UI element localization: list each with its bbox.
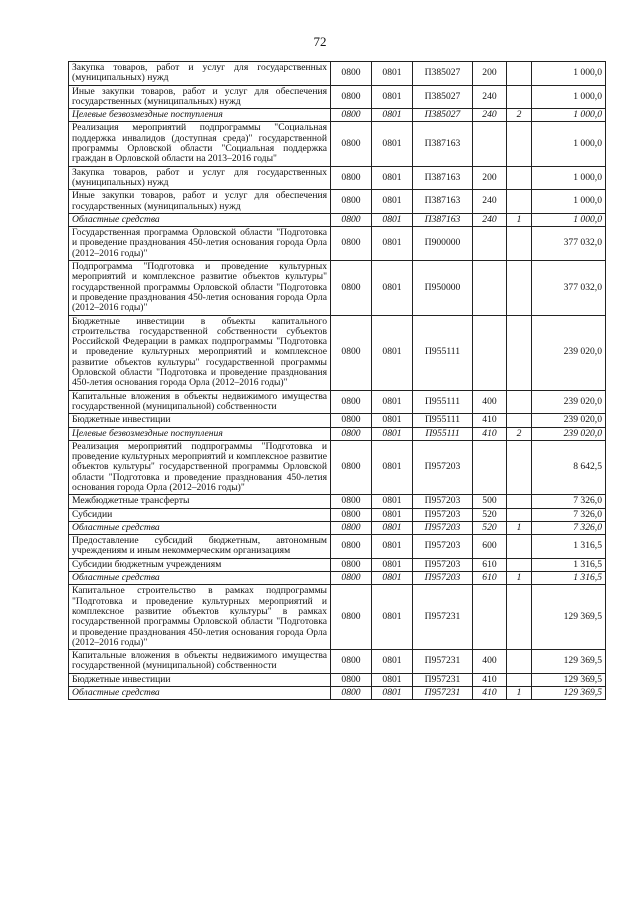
row-description: Закупка товаров, работ и услуг для государственных (муниципальных) нужд	[69, 62, 331, 86]
expense-type-code	[473, 261, 507, 315]
expense-type-code: 610	[473, 572, 507, 585]
funding-source-code	[507, 315, 532, 390]
section-code: 0800	[331, 62, 372, 86]
target-article-code: П955111	[413, 427, 473, 440]
section-code: 0800	[331, 440, 372, 494]
table-row	[69, 495, 606, 508]
expense-type-code: 240	[473, 190, 507, 214]
row-description: Капитальные вложения в объекты недвижимого имущества государственной (муниципальной) собственности	[69, 390, 331, 414]
table-row	[69, 122, 606, 166]
expense-type-code	[473, 315, 507, 390]
expense-type-code: 500	[473, 495, 507, 508]
subsection-code: 0801	[372, 521, 413, 534]
expense-type-code: 200	[473, 62, 507, 86]
table-row	[69, 508, 606, 521]
target-article-code: П385027	[413, 109, 473, 122]
amount: 239 020,0	[532, 315, 606, 390]
subsection-code: 0801	[372, 390, 413, 414]
amount: 7 326,0	[532, 508, 606, 521]
amount: 1 316,5	[532, 558, 606, 571]
funding-source-code: 2	[507, 427, 532, 440]
row-description: Иные закупки товаров, работ и услуг для обеспечения государственных (муниципальных) нужд	[69, 190, 331, 214]
amount: 239 020,0	[532, 390, 606, 414]
subsection-code: 0801	[372, 109, 413, 122]
expense-type-code: 200	[473, 166, 507, 190]
table-row	[69, 673, 606, 686]
subsection-code: 0801	[372, 572, 413, 585]
funding-source-code	[507, 440, 532, 494]
target-article-code: П957203	[413, 535, 473, 559]
row-description: Субсидии	[69, 508, 331, 521]
expense-type-code: 410	[473, 687, 507, 700]
section-code: 0800	[331, 315, 372, 390]
row-description: Областные средства	[69, 213, 331, 226]
row-description: Иные закупки товаров, работ и услуг для обеспечения государственных (муниципальных) нужд	[69, 85, 331, 109]
funding-source-code	[507, 122, 532, 166]
section-code: 0800	[331, 572, 372, 585]
expense-type-code: 410	[473, 673, 507, 686]
row-description: Областные средства	[69, 521, 331, 534]
funding-source-code	[507, 558, 532, 571]
row-description: Реализация мероприятий подпрограммы "Социальная поддержка инвалидов (доступная среда)" государственной программы Орловской области "Социальная поддержка граждан в Орловской области на 2013–2016 годы"	[69, 122, 331, 166]
target-article-code: П957203	[413, 495, 473, 508]
section-code: 0800	[331, 85, 372, 109]
expense-type-code: 240	[473, 109, 507, 122]
funding-source-code	[507, 495, 532, 508]
expense-type-code: 520	[473, 521, 507, 534]
section-code: 0800	[331, 261, 372, 315]
subsection-code: 0801	[372, 508, 413, 521]
funding-source-code	[507, 261, 532, 315]
section-code: 0800	[331, 213, 372, 226]
expense-type-code: 600	[473, 535, 507, 559]
amount: 1 000,0	[532, 85, 606, 109]
amount: 129 369,5	[532, 585, 606, 650]
subsection-code: 0801	[372, 62, 413, 86]
target-article-code: П957203	[413, 521, 473, 534]
expense-type-code: 610	[473, 558, 507, 571]
section-code: 0800	[331, 673, 372, 686]
funding-source-code	[507, 85, 532, 109]
amount: 1 000,0	[532, 109, 606, 122]
funding-source-code	[507, 390, 532, 414]
subsection-code: 0801	[372, 650, 413, 674]
row-description: Субсидии бюджетным учреждениям	[69, 558, 331, 571]
amount: 1 000,0	[532, 62, 606, 86]
section-code: 0800	[331, 427, 372, 440]
amount: 129 369,5	[532, 673, 606, 686]
target-article-code: П957231	[413, 585, 473, 650]
expense-type-code: 410	[473, 427, 507, 440]
subsection-code: 0801	[372, 261, 413, 315]
amount: 1 000,0	[532, 213, 606, 226]
table-row	[69, 427, 606, 440]
table-row	[69, 213, 606, 226]
table-row	[69, 85, 606, 109]
table-row	[69, 558, 606, 571]
section-code: 0800	[331, 650, 372, 674]
funding-source-code	[507, 190, 532, 214]
expense-type-code: 410	[473, 414, 507, 427]
row-description: Капитальное строительство в рамках подпрограммы "Подготовка и проведение культурных мероприятий и комплексное развитие объектов культуры" в рамках государственной программы Орловской области "Подготовка и проведение празднования 450-летия основания города Орла (2012–2016 годы)"	[69, 585, 331, 650]
subsection-code: 0801	[372, 673, 413, 686]
budget-table	[68, 61, 606, 700]
section-code: 0800	[331, 109, 372, 122]
row-description: Бюджетные инвестиции	[69, 673, 331, 686]
row-description: Государственная программа Орловской области "Подготовка и проведение празднования 450-летия основания города Орла (2012–2016 годы)"	[69, 227, 331, 261]
section-code: 0800	[331, 190, 372, 214]
expense-type-code: 400	[473, 650, 507, 674]
funding-source-code	[507, 166, 532, 190]
table-row	[69, 521, 606, 534]
amount: 377 032,0	[532, 227, 606, 261]
funding-source-code	[507, 650, 532, 674]
section-code: 0800	[331, 390, 372, 414]
section-code: 0800	[331, 535, 372, 559]
target-article-code: П387163	[413, 190, 473, 214]
row-description: Целевые безвозмездные поступления	[69, 427, 331, 440]
table-row	[69, 190, 606, 214]
subsection-code: 0801	[372, 558, 413, 571]
funding-source-code: 1	[507, 213, 532, 226]
target-article-code: П957203	[413, 440, 473, 494]
target-article-code: П957231	[413, 673, 473, 686]
target-article-code: П385027	[413, 62, 473, 86]
section-code: 0800	[331, 508, 372, 521]
row-description: Целевые безвозмездные поступления	[69, 109, 331, 122]
expense-type-code	[473, 440, 507, 494]
expense-type-code: 400	[473, 390, 507, 414]
amount: 377 032,0	[532, 261, 606, 315]
funding-source-code: 1	[507, 572, 532, 585]
table-row	[69, 261, 606, 315]
amount: 239 020,0	[532, 414, 606, 427]
amount: 239 020,0	[532, 427, 606, 440]
funding-source-code	[507, 673, 532, 686]
row-description: Реализация мероприятий подпрограммы "Подготовка и проведение культурных мероприятий и комплексное развитие объектов культуры" государственной программы Орловской области "Подготовка и проведение празднования 450-летия основания города Орла (2012–2016 годы)"	[69, 440, 331, 494]
table-row	[69, 687, 606, 700]
table-row	[69, 315, 606, 390]
table-row	[69, 585, 606, 650]
target-article-code: П955111	[413, 390, 473, 414]
row-description: Бюджетные инвестиции	[69, 414, 331, 427]
funding-source-code	[507, 414, 532, 427]
row-description: Подпрограмма "Подготовка и проведение культурных мероприятий и комплексное развитие объектов культуры" государственной программы Орловской области "Подготовка и проведение празднования 450-летия основания города Орла (2012–2016 годы)"	[69, 261, 331, 315]
subsection-code: 0801	[372, 166, 413, 190]
table-row	[69, 572, 606, 585]
section-code: 0800	[331, 585, 372, 650]
funding-source-code	[507, 585, 532, 650]
section-code: 0800	[331, 122, 372, 166]
subsection-code: 0801	[372, 495, 413, 508]
table-row	[69, 440, 606, 494]
amount: 8 642,5	[532, 440, 606, 494]
expense-type-code: 240	[473, 85, 507, 109]
subsection-code: 0801	[372, 440, 413, 494]
target-article-code: П957231	[413, 687, 473, 700]
target-article-code: П900000	[413, 227, 473, 261]
target-article-code: П387163	[413, 166, 473, 190]
subsection-code: 0801	[372, 122, 413, 166]
amount: 1 316,5	[532, 535, 606, 559]
row-description: Капитальные вложения в объекты недвижимого имущества государственной (муниципальной) собственности	[69, 650, 331, 674]
amount: 1 000,0	[532, 166, 606, 190]
expense-type-code	[473, 585, 507, 650]
section-code: 0800	[331, 521, 372, 534]
table-row	[69, 109, 606, 122]
amount: 129 369,5	[532, 650, 606, 674]
row-description: Закупка товаров, работ и услуг для государственных (муниципальных) нужд	[69, 166, 331, 190]
expense-type-code: 520	[473, 508, 507, 521]
subsection-code: 0801	[372, 85, 413, 109]
target-article-code: П955111	[413, 414, 473, 427]
funding-source-code	[507, 535, 532, 559]
amount: 7 326,0	[532, 495, 606, 508]
subsection-code: 0801	[372, 227, 413, 261]
table-row	[69, 390, 606, 414]
amount: 1 000,0	[532, 190, 606, 214]
row-description: Бюджетные инвестиции в объекты капитального строительства государственной собственности субъектов Российской Федерации в рамках подпрограммы "Подготовка и проведение культурных мероприятий и комплексное развитие объектов культуры" государственной программы Орловской области "Подготовка и проведение празднования 450-летия основания города Орла (2012–2016 годы)"	[69, 315, 331, 390]
subsection-code: 0801	[372, 414, 413, 427]
amount: 1 316,5	[532, 572, 606, 585]
target-article-code: П385027	[413, 85, 473, 109]
table-row	[69, 227, 606, 261]
table-row	[69, 535, 606, 559]
expense-type-code: 240	[473, 213, 507, 226]
section-code: 0800	[331, 414, 372, 427]
funding-source-code: 2	[507, 109, 532, 122]
row-description: Межбюджетные трансферты	[69, 495, 331, 508]
target-article-code: П957203	[413, 572, 473, 585]
funding-source-code: 1	[507, 521, 532, 534]
row-description: Предоставление субсидий бюджетным, автономным учреждениям и иным некоммерческим организациям	[69, 535, 331, 559]
target-article-code: П957203	[413, 508, 473, 521]
section-code: 0800	[331, 558, 372, 571]
subsection-code: 0801	[372, 213, 413, 226]
table-row	[69, 62, 606, 86]
table-row	[69, 166, 606, 190]
section-code: 0800	[331, 495, 372, 508]
target-article-code: П955111	[413, 315, 473, 390]
row-description: Областные средства	[69, 687, 331, 700]
funding-source-code	[507, 508, 532, 521]
amount: 1 000,0	[532, 122, 606, 166]
section-code: 0800	[331, 687, 372, 700]
target-article-code: П957203	[413, 558, 473, 571]
subsection-code: 0801	[372, 427, 413, 440]
target-article-code: П957231	[413, 650, 473, 674]
target-article-code: П387163	[413, 122, 473, 166]
funding-source-code	[507, 227, 532, 261]
amount: 7 326,0	[532, 521, 606, 534]
row-description: Областные средства	[69, 572, 331, 585]
table-row	[69, 650, 606, 674]
funding-source-code: 1	[507, 687, 532, 700]
table-row	[69, 414, 606, 427]
section-code: 0800	[331, 166, 372, 190]
amount: 129 369,5	[532, 687, 606, 700]
subsection-code: 0801	[372, 190, 413, 214]
subsection-code: 0801	[372, 315, 413, 390]
budget-table-body	[69, 62, 606, 700]
subsection-code: 0801	[372, 687, 413, 700]
subsection-code: 0801	[372, 585, 413, 650]
funding-source-code	[507, 62, 532, 86]
page-number: 72	[313, 34, 327, 49]
subsection-code: 0801	[372, 535, 413, 559]
expense-type-code	[473, 122, 507, 166]
target-article-code: П950000	[413, 261, 473, 315]
expense-type-code	[473, 227, 507, 261]
target-article-code: П387163	[413, 213, 473, 226]
section-code: 0800	[331, 227, 372, 261]
